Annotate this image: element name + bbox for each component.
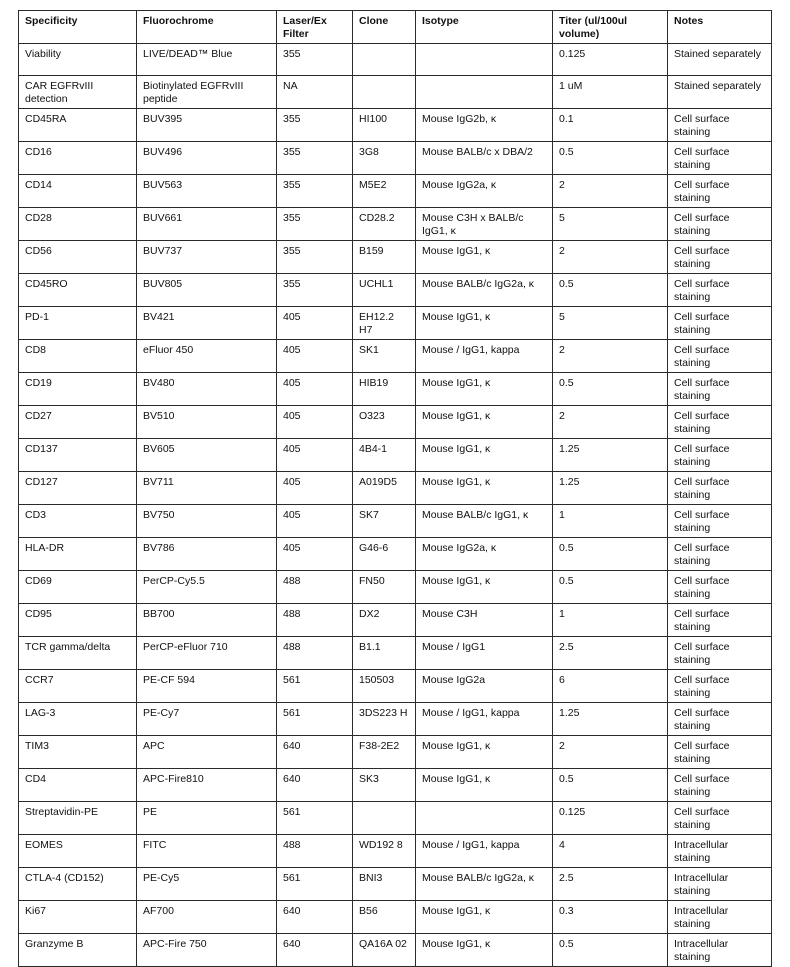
cell-clone: QA16A 02 — [353, 934, 416, 967]
cell-specificity: CD4 — [19, 769, 137, 802]
cell-notes: Cell surface staining — [668, 208, 772, 241]
cell-titer: 4 — [553, 835, 668, 868]
cell-notes: Cell surface staining — [668, 670, 772, 703]
table-row — [19, 769, 772, 802]
cell-fluorochrome: BUV496 — [137, 142, 277, 175]
cell-notes: Intracellular staining — [668, 868, 772, 901]
cell-titer: 0.5 — [553, 274, 668, 307]
cell-isotype: Mouse IgG1, κ — [416, 373, 553, 406]
cell-notes: Cell surface staining — [668, 703, 772, 736]
cell-isotype: Mouse IgG1, κ — [416, 934, 553, 967]
cell-specificity: CAR EGFRvIII detection — [19, 76, 137, 109]
cell-notes: Stained separately — [668, 44, 772, 76]
cell-laser-ex-filter: 561 — [277, 868, 353, 901]
cell-isotype: Mouse IgG1, κ — [416, 571, 553, 604]
table-row — [19, 538, 772, 571]
cell-clone: BNI3 — [353, 868, 416, 901]
cell-specificity: CD69 — [19, 571, 137, 604]
cell-fluorochrome: APC-Fire 750 — [137, 934, 277, 967]
cell-titer: 6 — [553, 670, 668, 703]
cell-specificity: Streptavidin-PE — [19, 802, 137, 835]
table-row — [19, 439, 772, 472]
table-row — [19, 241, 772, 274]
table-body — [19, 44, 772, 967]
cell-specificity: CD27 — [19, 406, 137, 439]
cell-fluorochrome: eFluor 450 — [137, 340, 277, 373]
cell-isotype: Mouse IgG2a, κ — [416, 175, 553, 208]
cell-clone: 4B4-1 — [353, 439, 416, 472]
table-row — [19, 736, 772, 769]
cell-fluorochrome: BB700 — [137, 604, 277, 637]
cell-laser-ex-filter: 355 — [277, 208, 353, 241]
cell-clone: B159 — [353, 241, 416, 274]
cell-isotype: Mouse IgG2b, κ — [416, 109, 553, 142]
cell-laser-ex-filter: 561 — [277, 670, 353, 703]
cell-isotype: Mouse IgG2a — [416, 670, 553, 703]
cell-laser-ex-filter: 405 — [277, 406, 353, 439]
cell-laser-ex-filter: 355 — [277, 142, 353, 175]
cell-titer: 2 — [553, 406, 668, 439]
cell-titer: 5 — [553, 208, 668, 241]
cell-laser-ex-filter: 561 — [277, 802, 353, 835]
cell-clone: HIB19 — [353, 373, 416, 406]
cell-laser-ex-filter: 355 — [277, 241, 353, 274]
cell-titer: 5 — [553, 307, 668, 340]
cell-fluorochrome: LIVE/DEAD™ Blue — [137, 44, 277, 76]
cell-specificity: CD45RO — [19, 274, 137, 307]
cell-laser-ex-filter: 488 — [277, 835, 353, 868]
cell-laser-ex-filter: 488 — [277, 637, 353, 670]
cell-fluorochrome: BV421 — [137, 307, 277, 340]
cell-specificity: CCR7 — [19, 670, 137, 703]
cell-fluorochrome: PE-Cy5 — [137, 868, 277, 901]
column-header-clone: Clone — [353, 11, 416, 44]
table-row — [19, 637, 772, 670]
cell-clone: 3G8 — [353, 142, 416, 175]
cell-laser-ex-filter: 640 — [277, 736, 353, 769]
cell-isotype: Mouse IgG1, κ — [416, 406, 553, 439]
cell-laser-ex-filter: 405 — [277, 472, 353, 505]
cell-titer: 0.5 — [553, 538, 668, 571]
cell-clone: CD28.2 — [353, 208, 416, 241]
cell-titer: 0.3 — [553, 901, 668, 934]
table-row — [19, 208, 772, 241]
cell-laser-ex-filter: 355 — [277, 175, 353, 208]
cell-notes: Cell surface staining — [668, 109, 772, 142]
cell-fluorochrome: BV510 — [137, 406, 277, 439]
cell-specificity: CD45RA — [19, 109, 137, 142]
column-header-isotype: Isotype — [416, 11, 553, 44]
cell-clone: DX2 — [353, 604, 416, 637]
table-row — [19, 703, 772, 736]
cell-notes: Cell surface staining — [668, 307, 772, 340]
cell-clone: M5E2 — [353, 175, 416, 208]
cell-specificity: CD14 — [19, 175, 137, 208]
cell-clone: G46-6 — [353, 538, 416, 571]
cell-laser-ex-filter: 640 — [277, 934, 353, 967]
cell-fluorochrome: BV711 — [137, 472, 277, 505]
cell-titer: 2 — [553, 175, 668, 208]
cell-titer: 2 — [553, 736, 668, 769]
cell-isotype: Mouse IgG1, κ — [416, 736, 553, 769]
cell-specificity: CD28 — [19, 208, 137, 241]
column-header-titer: Titer (ul/100ul volume) — [553, 11, 668, 44]
cell-laser-ex-filter: 355 — [277, 274, 353, 307]
cell-isotype: Mouse IgG1, κ — [416, 241, 553, 274]
cell-notes: Cell surface staining — [668, 373, 772, 406]
column-header-laser-ex-filter: Laser/Ex Filter — [277, 11, 353, 44]
cell-laser-ex-filter: 640 — [277, 769, 353, 802]
cell-titer: 0.125 — [553, 44, 668, 76]
cell-isotype — [416, 44, 553, 76]
cell-fluorochrome: APC — [137, 736, 277, 769]
cell-fluorochrome: BV605 — [137, 439, 277, 472]
cell-isotype: Mouse BALB/c IgG1, κ — [416, 505, 553, 538]
cell-specificity: CD56 — [19, 241, 137, 274]
cell-laser-ex-filter: 405 — [277, 307, 353, 340]
cell-clone: SK1 — [353, 340, 416, 373]
cell-laser-ex-filter: 488 — [277, 604, 353, 637]
cell-titer: 2 — [553, 241, 668, 274]
cell-specificity: EOMES — [19, 835, 137, 868]
cell-isotype: Mouse IgG2a, κ — [416, 538, 553, 571]
cell-notes: Cell surface staining — [668, 604, 772, 637]
cell-laser-ex-filter: NA — [277, 76, 353, 109]
column-header-specificity: Specificity — [19, 11, 137, 44]
table-row — [19, 76, 772, 109]
cell-isotype: Mouse C3H — [416, 604, 553, 637]
cell-notes: Cell surface staining — [668, 769, 772, 802]
cell-laser-ex-filter: 405 — [277, 505, 353, 538]
table-row — [19, 109, 772, 142]
table-row — [19, 406, 772, 439]
cell-titer: 0.5 — [553, 934, 668, 967]
cell-clone: B1.1 — [353, 637, 416, 670]
cell-notes: Cell surface staining — [668, 142, 772, 175]
cell-notes: Intracellular staining — [668, 835, 772, 868]
cell-fluorochrome: APC-Fire810 — [137, 769, 277, 802]
cell-fluorochrome: BUV395 — [137, 109, 277, 142]
cell-specificity: Granzyme B — [19, 934, 137, 967]
cell-fluorochrome: PerCP-Cy5.5 — [137, 571, 277, 604]
cell-clone: FN50 — [353, 571, 416, 604]
cell-isotype: Mouse / IgG1, kappa — [416, 340, 553, 373]
cell-specificity: Ki67 — [19, 901, 137, 934]
cell-isotype — [416, 802, 553, 835]
table-row — [19, 604, 772, 637]
cell-isotype: Mouse / IgG1, kappa — [416, 703, 553, 736]
cell-laser-ex-filter: 355 — [277, 44, 353, 76]
column-header-fluorochrome: Fluorochrome — [137, 11, 277, 44]
cell-titer: 1.25 — [553, 439, 668, 472]
cell-laser-ex-filter: 405 — [277, 439, 353, 472]
cell-fluorochrome: PE-Cy7 — [137, 703, 277, 736]
cell-specificity: TIM3 — [19, 736, 137, 769]
table-header-row — [19, 11, 772, 44]
table-row — [19, 307, 772, 340]
cell-specificity: CD16 — [19, 142, 137, 175]
cell-clone: SK3 — [353, 769, 416, 802]
cell-specificity: HLA-DR — [19, 538, 137, 571]
table-row — [19, 802, 772, 835]
cell-notes: Cell surface staining — [668, 406, 772, 439]
cell-notes: Cell surface staining — [668, 538, 772, 571]
cell-fluorochrome: Biotinylated EGFRvIII peptide — [137, 76, 277, 109]
table-row — [19, 670, 772, 703]
cell-notes: Cell surface staining — [668, 472, 772, 505]
cell-laser-ex-filter: 561 — [277, 703, 353, 736]
cell-fluorochrome: BV786 — [137, 538, 277, 571]
cell-laser-ex-filter: 488 — [277, 571, 353, 604]
cell-specificity: CD127 — [19, 472, 137, 505]
cell-specificity: CD3 — [19, 505, 137, 538]
cell-clone — [353, 802, 416, 835]
table-row — [19, 868, 772, 901]
column-header-notes: Notes — [668, 11, 772, 44]
cell-isotype: Mouse BALB/c IgG2a, κ — [416, 868, 553, 901]
cell-notes: Stained separately — [668, 76, 772, 109]
cell-laser-ex-filter: 640 — [277, 901, 353, 934]
cell-notes: Cell surface staining — [668, 274, 772, 307]
cell-notes: Cell surface staining — [668, 802, 772, 835]
antibody-panel-table — [18, 10, 772, 967]
table-row — [19, 44, 772, 76]
cell-isotype: Mouse C3H x BALB/c IgG1, κ — [416, 208, 553, 241]
cell-notes: Cell surface staining — [668, 241, 772, 274]
table-row — [19, 571, 772, 604]
cell-specificity: CD8 — [19, 340, 137, 373]
cell-notes: Intracellular staining — [668, 934, 772, 967]
cell-titer: 1 uM — [553, 76, 668, 109]
cell-titer: 1.25 — [553, 703, 668, 736]
cell-clone: A019D5 — [353, 472, 416, 505]
cell-titer: 0.5 — [553, 373, 668, 406]
cell-specificity: CD95 — [19, 604, 137, 637]
cell-fluorochrome: BUV563 — [137, 175, 277, 208]
cell-titer: 2.5 — [553, 637, 668, 670]
cell-clone: 150503 — [353, 670, 416, 703]
cell-titer: 2.5 — [553, 868, 668, 901]
cell-fluorochrome: BV480 — [137, 373, 277, 406]
cell-clone: F38-2E2 — [353, 736, 416, 769]
cell-isotype: Mouse IgG1, κ — [416, 769, 553, 802]
cell-isotype: Mouse BALB/c x DBA/2 — [416, 142, 553, 175]
cell-isotype: Mouse BALB/c IgG2a, κ — [416, 274, 553, 307]
cell-notes: Cell surface staining — [668, 637, 772, 670]
cell-isotype: Mouse IgG1, κ — [416, 901, 553, 934]
cell-clone: O323 — [353, 406, 416, 439]
cell-fluorochrome: AF700 — [137, 901, 277, 934]
cell-notes: Cell surface staining — [668, 175, 772, 208]
cell-isotype: Mouse IgG1, κ — [416, 307, 553, 340]
cell-clone — [353, 44, 416, 76]
cell-titer: 0.5 — [553, 769, 668, 802]
cell-specificity: Viability — [19, 44, 137, 76]
table-row — [19, 142, 772, 175]
cell-titer: 2 — [553, 340, 668, 373]
cell-fluorochrome: PerCP-eFluor 710 — [137, 637, 277, 670]
cell-clone: UCHL1 — [353, 274, 416, 307]
cell-fluorochrome: FITC — [137, 835, 277, 868]
table-row — [19, 340, 772, 373]
cell-specificity: CTLA-4 (CD152) — [19, 868, 137, 901]
cell-clone — [353, 76, 416, 109]
table-row — [19, 505, 772, 538]
cell-titer: 0.5 — [553, 571, 668, 604]
table-row — [19, 934, 772, 967]
cell-specificity: CD19 — [19, 373, 137, 406]
cell-laser-ex-filter: 355 — [277, 109, 353, 142]
cell-clone: WD192 8 — [353, 835, 416, 868]
cell-titer: 1 — [553, 505, 668, 538]
cell-notes: Cell surface staining — [668, 571, 772, 604]
cell-specificity: LAG-3 — [19, 703, 137, 736]
cell-laser-ex-filter: 405 — [277, 373, 353, 406]
cell-titer: 0.5 — [553, 142, 668, 175]
cell-notes: Cell surface staining — [668, 505, 772, 538]
cell-titer: 1.25 — [553, 472, 668, 505]
cell-laser-ex-filter: 405 — [277, 340, 353, 373]
cell-fluorochrome: PE — [137, 802, 277, 835]
cell-fluorochrome: BUV805 — [137, 274, 277, 307]
cell-fluorochrome: BUV661 — [137, 208, 277, 241]
cell-fluorochrome: BV750 — [137, 505, 277, 538]
table-row — [19, 274, 772, 307]
cell-fluorochrome: PE-CF 594 — [137, 670, 277, 703]
cell-laser-ex-filter: 405 — [277, 538, 353, 571]
cell-notes: Intracellular staining — [668, 901, 772, 934]
table-row — [19, 835, 772, 868]
cell-titer: 1 — [553, 604, 668, 637]
cell-clone: HI100 — [353, 109, 416, 142]
cell-fluorochrome: BUV737 — [137, 241, 277, 274]
table-row — [19, 373, 772, 406]
cell-isotype: Mouse / IgG1 — [416, 637, 553, 670]
cell-isotype: Mouse / IgG1, kappa — [416, 835, 553, 868]
cell-notes: Cell surface staining — [668, 736, 772, 769]
cell-clone: B56 — [353, 901, 416, 934]
table-row — [19, 901, 772, 934]
cell-specificity: PD-1 — [19, 307, 137, 340]
table-row — [19, 175, 772, 208]
cell-clone: 3DS223 H — [353, 703, 416, 736]
table-row — [19, 472, 772, 505]
cell-isotype: Mouse IgG1, κ — [416, 439, 553, 472]
cell-titer: 0.1 — [553, 109, 668, 142]
cell-isotype: Mouse IgG1, κ — [416, 472, 553, 505]
cell-isotype — [416, 76, 553, 109]
cell-titer: 0.125 — [553, 802, 668, 835]
cell-clone: EH12.2 H7 — [353, 307, 416, 340]
cell-specificity: CD137 — [19, 439, 137, 472]
cell-clone: SK7 — [353, 505, 416, 538]
cell-notes: Cell surface staining — [668, 340, 772, 373]
cell-specificity: TCR gamma/delta — [19, 637, 137, 670]
cell-notes: Cell surface staining — [668, 439, 772, 472]
